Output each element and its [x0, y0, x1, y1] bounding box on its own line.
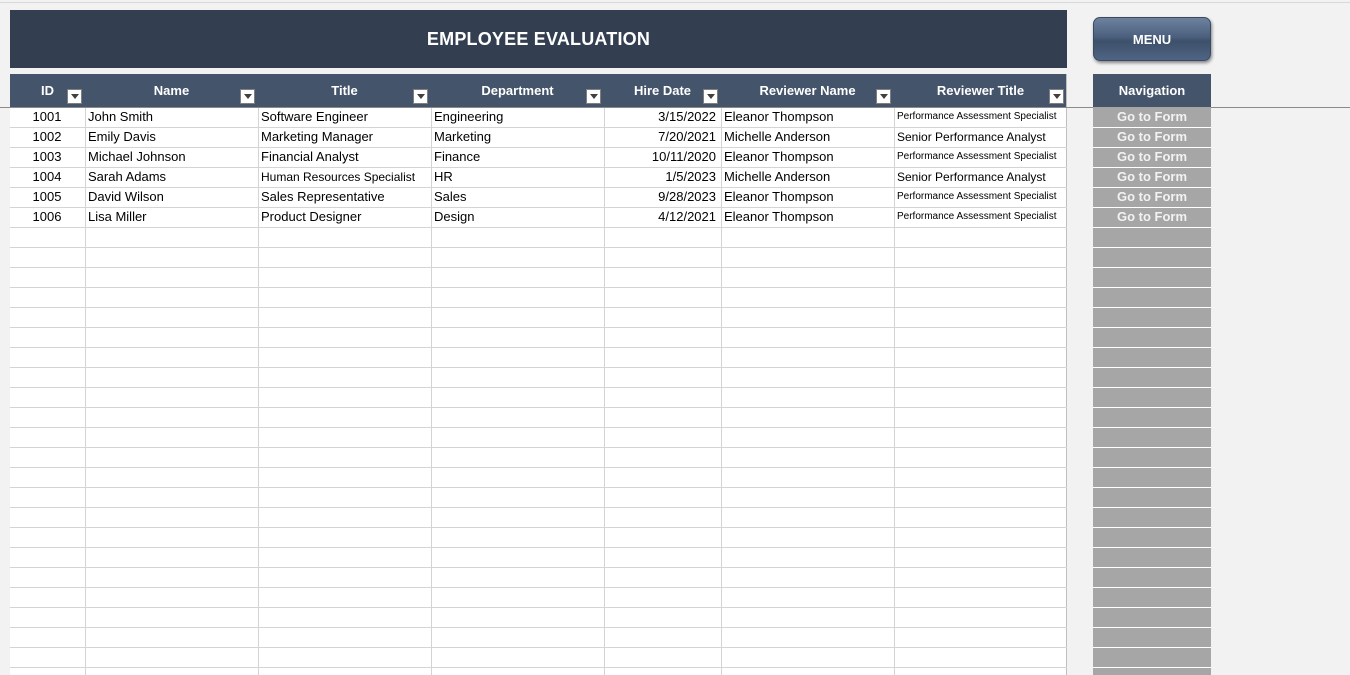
- cell-department[interactable]: Marketing: [434, 129, 492, 144]
- grid-row-line: [10, 407, 1067, 408]
- nav-row-line: [1093, 467, 1211, 468]
- grid-row-line: [10, 347, 1067, 348]
- grid-row-line: [10, 527, 1067, 528]
- grid-row-line: [10, 327, 1067, 328]
- nav-row-line: [1093, 407, 1211, 408]
- top-divider: [0, 2, 1350, 3]
- go-to-form-link[interactable]: Go to Form: [1116, 109, 1188, 124]
- cell-hire-date[interactable]: 3/15/2022: [658, 109, 716, 124]
- grid-column-line: [258, 107, 259, 675]
- cell-reviewer-title[interactable]: Performance Assessment Specialist: [897, 211, 1057, 222]
- go-to-form-link[interactable]: Go to Form: [1116, 129, 1188, 144]
- grid-row-line: [10, 507, 1067, 508]
- go-to-form-link[interactable]: Go to Form: [1116, 149, 1188, 164]
- grid-row-line: [10, 247, 1067, 248]
- grid-column-line: [894, 107, 895, 675]
- nav-row-line: [1093, 247, 1211, 248]
- grid-row-line: [10, 447, 1067, 448]
- cell-reviewer-name[interactable]: Eleanor Thompson: [724, 189, 834, 204]
- cell-reviewer-title[interactable]: Senior Performance Analyst: [897, 170, 1046, 184]
- cell-reviewer-title[interactable]: Performance Assessment Specialist: [897, 191, 1057, 202]
- cell-reviewer-title[interactable]: Performance Assessment Specialist: [897, 151, 1057, 162]
- cell-id[interactable]: 1001: [32, 109, 62, 124]
- filter-dropdown-title-icon[interactable]: [413, 89, 428, 104]
- nav-row-line: [1093, 507, 1211, 508]
- nav-row-line: [1093, 587, 1211, 588]
- cell-hire-date[interactable]: 10/11/2020: [651, 149, 716, 164]
- column-header-reviewer-title: Reviewer Title: [936, 83, 1025, 98]
- nav-row-line: [1093, 447, 1211, 448]
- cell-title[interactable]: Sales Representative: [261, 189, 385, 204]
- grid-row-line: [10, 587, 1067, 588]
- cell-hire-date[interactable]: 1/5/2023: [665, 169, 716, 184]
- nav-row-line: [1093, 327, 1211, 328]
- navigation-header: Navigation: [1093, 74, 1211, 107]
- grid-row-line: [10, 427, 1067, 428]
- nav-row-line: [1093, 367, 1211, 368]
- grid-row-line: [10, 387, 1067, 388]
- nav-row-line: [1093, 527, 1211, 528]
- cell-title[interactable]: Human Resources Specialist: [261, 170, 416, 184]
- filter-dropdown-reviewer-name-icon[interactable]: [876, 89, 891, 104]
- cell-id[interactable]: 1004: [32, 169, 62, 184]
- nav-row-line: [1093, 307, 1211, 308]
- filter-dropdown-id-icon[interactable]: [67, 89, 82, 104]
- nav-row-line: [1093, 287, 1211, 288]
- grid-row-line: [10, 627, 1067, 628]
- column-header-id: ID: [41, 83, 54, 98]
- filter-dropdown-hire-date-icon[interactable]: [703, 89, 718, 104]
- grid-row-line: [10, 667, 1067, 668]
- cell-id[interactable]: 1003: [32, 149, 62, 164]
- column-header-name: Name: [153, 83, 190, 98]
- table-right-border: [1066, 74, 1067, 675]
- cell-id[interactable]: 1002: [32, 129, 62, 144]
- grid-row-line: [10, 227, 1067, 228]
- cell-name[interactable]: Sarah Adams: [88, 169, 167, 184]
- grid-row-line: [10, 567, 1067, 568]
- cell-name[interactable]: John Smith: [88, 109, 154, 124]
- grid-row-line: [10, 647, 1067, 648]
- grid-row-line: [10, 367, 1067, 368]
- filter-dropdown-name-icon[interactable]: [240, 89, 255, 104]
- nav-row-line: [1093, 547, 1211, 548]
- go-to-form-link[interactable]: Go to Form: [1116, 169, 1188, 184]
- cell-department[interactable]: Finance: [434, 149, 481, 164]
- go-to-form-link[interactable]: Go to Form: [1116, 209, 1188, 224]
- filter-dropdown-department-icon[interactable]: [586, 89, 601, 104]
- grid-row-line: [10, 467, 1067, 468]
- cell-title[interactable]: Software Engineer: [261, 109, 368, 124]
- table-header: [10, 74, 1067, 107]
- grid-row-line: [10, 607, 1067, 608]
- grid-row-line: [10, 487, 1067, 488]
- cell-title[interactable]: Financial Analyst: [261, 149, 359, 164]
- cell-reviewer-title[interactable]: Senior Performance Analyst: [897, 130, 1046, 144]
- nav-row-line: [1093, 487, 1211, 488]
- grid-row-line: [10, 287, 1067, 288]
- nav-row-line: [1093, 347, 1211, 348]
- nav-row-line: [1093, 567, 1211, 568]
- cell-reviewer-title[interactable]: Performance Assessment Specialist: [897, 111, 1057, 122]
- nav-row-line: [1093, 427, 1211, 428]
- grid-row-line: [10, 267, 1067, 268]
- cell-hire-date[interactable]: 7/20/2021: [658, 129, 716, 144]
- column-header-department: Department: [481, 83, 554, 98]
- cell-reviewer-name[interactable]: Eleanor Thompson: [724, 209, 834, 224]
- cell-name[interactable]: Michael Johnson: [88, 149, 186, 164]
- navigation-column: [1093, 74, 1211, 675]
- cell-department[interactable]: HR: [434, 169, 453, 184]
- cell-department[interactable]: Design: [434, 209, 475, 224]
- column-header-title: Title: [331, 83, 358, 98]
- column-header-reviewer-name: Reviewer Name: [759, 83, 856, 98]
- nav-row-line: [1093, 267, 1211, 268]
- go-to-form-link[interactable]: Go to Form: [1116, 189, 1188, 204]
- menu-button[interactable]: MENU: [1093, 17, 1211, 61]
- cell-reviewer-name[interactable]: Eleanor Thompson: [724, 109, 834, 124]
- employee-table: [10, 74, 1067, 675]
- cell-department[interactable]: Sales: [434, 189, 467, 204]
- cell-name[interactable]: David Wilson: [88, 189, 164, 204]
- cell-id[interactable]: 1006: [32, 209, 62, 224]
- page-title: EMPLOYEE EVALUATION: [10, 10, 1067, 68]
- grid-column-line: [85, 107, 86, 675]
- cell-name[interactable]: Lisa Miller: [88, 209, 147, 224]
- grid-column-line: [721, 107, 722, 675]
- grid-row-line: [10, 307, 1067, 308]
- grid-row-line: [10, 547, 1067, 548]
- column-header-hire-date: Hire Date: [633, 83, 692, 98]
- cell-reviewer-name[interactable]: Michelle Anderson: [724, 129, 831, 144]
- nav-row-line: [1093, 227, 1211, 228]
- cell-hire-date[interactable]: 4/12/2021: [658, 209, 716, 224]
- filter-dropdown-reviewer-title-icon[interactable]: [1049, 89, 1064, 104]
- cell-hire-date[interactable]: 9/28/2023: [658, 189, 716, 204]
- cell-reviewer-name[interactable]: Michelle Anderson: [724, 169, 831, 184]
- cell-title[interactable]: Marketing Manager: [261, 129, 373, 144]
- nav-row-line: [1093, 647, 1211, 648]
- cell-department[interactable]: Engineering: [434, 109, 504, 124]
- nav-row-line: [1093, 387, 1211, 388]
- cell-title[interactable]: Product Designer: [261, 209, 362, 224]
- grid-column-line: [431, 107, 432, 675]
- nav-row-line: [1093, 627, 1211, 628]
- nav-row-line: [1093, 667, 1211, 668]
- cell-name[interactable]: Emily Davis: [88, 129, 156, 144]
- cell-id[interactable]: 1005: [32, 189, 62, 204]
- cell-reviewer-name[interactable]: Eleanor Thompson: [724, 149, 834, 164]
- nav-row-line: [1093, 607, 1211, 608]
